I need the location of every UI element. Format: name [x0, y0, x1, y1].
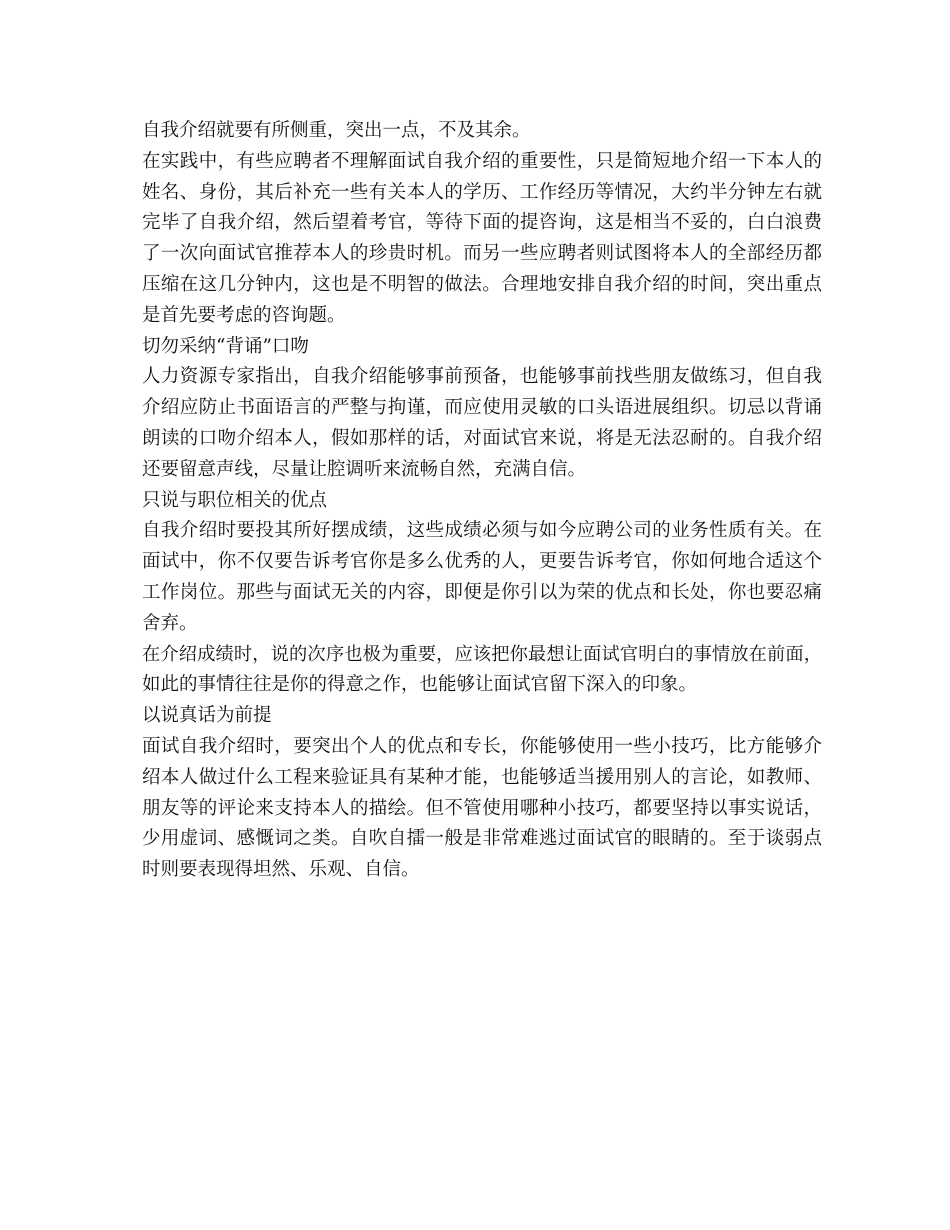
paragraph-line: 自我介绍时要投其所好摆成绩，这些成绩必须与如今应聘公司的业务性质有关。在: [142, 520, 822, 542]
paragraph-line: 如此的事情往往是你的得意之作，也能够让面试官留下深入的印象。: [142, 674, 698, 696]
section-heading: 以说真话为前提: [142, 705, 272, 727]
paragraph-line: 时则要表现得坦然、乐观、自信。: [142, 859, 420, 881]
section-heading: 只说与职位相关的优点: [142, 489, 328, 511]
paragraph-line: 舍弃。: [142, 612, 198, 634]
paragraph-line: 人力资源专家指出，自我介绍能够事前预备，也能够事前找些朋友做练习，但自我: [142, 366, 822, 388]
paragraph-line: 了一次向面试官推荐本人的珍贵时机。而另一些应聘者则试图将本人的全部经历都: [142, 243, 822, 265]
paragraph-line: 绍本人做过什么工程来验证具有某种才能，也能够适当援用别人的言论，如教师、: [142, 766, 822, 788]
paragraph-line: 还要留意声线，尽量让腔调听来流畅自然，充满自信。: [142, 458, 587, 480]
document-body: [142, 116, 822, 886]
paragraph-line: 压缩在这几分钟内，这也是不明智的做法。合理地安排自我介绍的时间，突出重点: [142, 273, 822, 295]
paragraph-line: 面试自我介绍时，要突出个人的优点和专长，你能够使用一些小技巧，比方能够介: [142, 735, 822, 757]
paragraph-line: 朋友等的评论来支持本人的描绘。但不管使用哪种小技巧，都要坚持以事实说话，: [142, 797, 822, 819]
paragraph-line: 面试中，你不仅要告诉考官你是多么优秀的人，更要告诉考官，你如何地合适这个: [142, 551, 822, 573]
paragraph-line: 在介绍成绩时，说的次序也极为重要，应该把你最想让面试官明白的事情放在前面，: [142, 643, 822, 665]
paragraph-line: 是首先要考虑的咨询题。: [142, 304, 346, 326]
paragraph-line: 姓名、身份，其后补充一些有关本人的学历、工作经历等情况，大约半分钟左右就: [142, 181, 822, 203]
paragraph-line: 朗读的口吻介绍本人，假如那样的话，对面试官来说，将是无法忍耐的。自我介绍: [142, 427, 822, 449]
paragraph-line: 在实践中，有些应聘者不理解面试自我介绍的重要性，只是简短地介绍一下本人的: [142, 150, 822, 172]
paragraph-line: 完毕了自我介绍，然后望着考官，等待下面的提咨询，这是相当不妥的，白白浪费: [142, 212, 822, 234]
paragraph-line: 少用虚词、感慨词之类。自吹自擂一般是非常难逃过面试官的眼睛的。至于谈弱点: [142, 828, 822, 850]
section-heading: 切勿采纳“背诵”口吻: [142, 335, 309, 357]
paragraph-line: 自我介绍就要有所侧重，突出一点，不及其余。: [142, 120, 531, 141]
paragraph-line: 介绍应防止书面语言的严整与拘谨，而应使用灵敏的口头语进展组织。切忌以背诵: [142, 397, 822, 419]
paragraph-line: 工作岗位。那些与面试无关的内容，即便是你引以为荣的优点和长处，你也要忍痛: [142, 581, 822, 603]
